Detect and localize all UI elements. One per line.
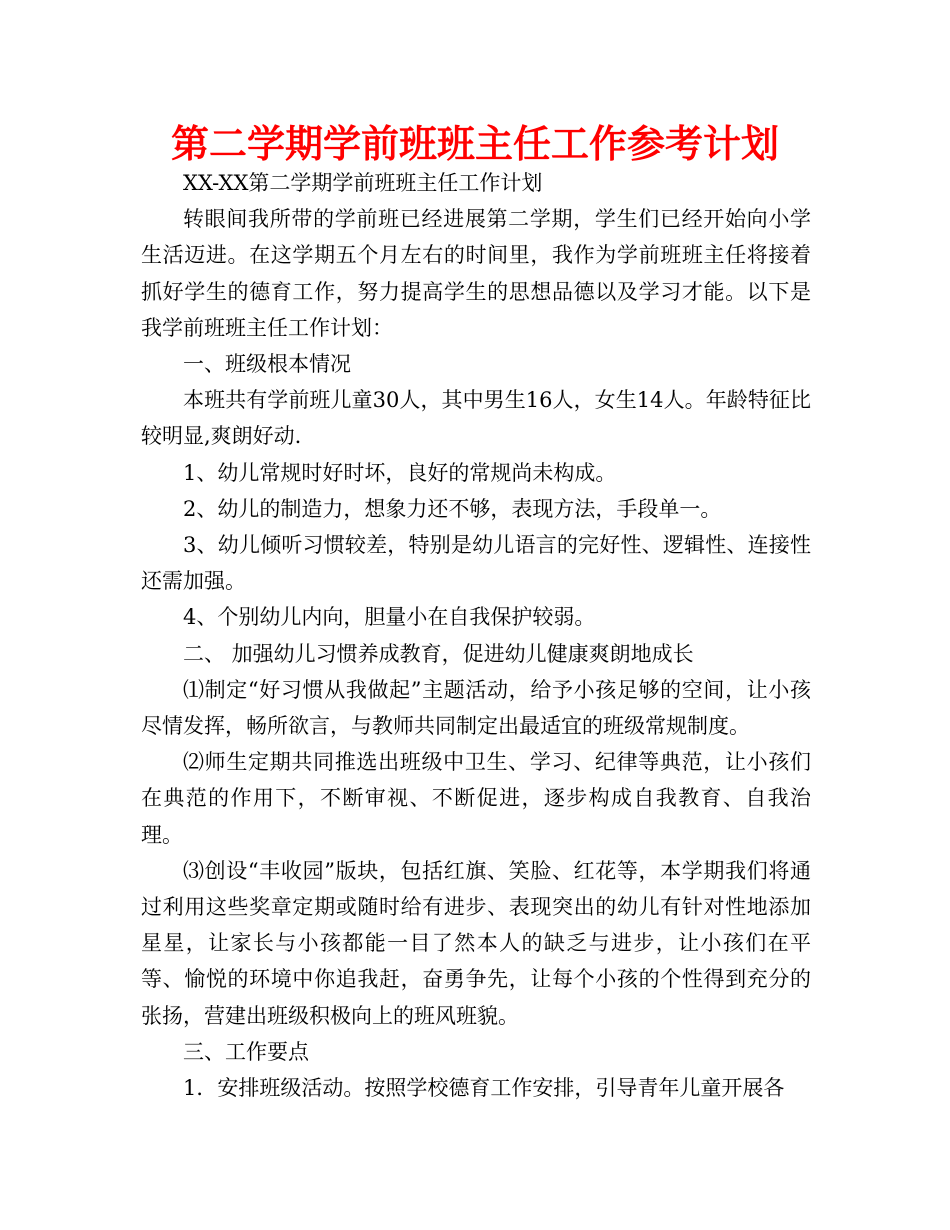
body-paragraph: 二、 加强幼儿习惯养成教育，促进幼儿健康爽朗地成长 bbox=[183, 641, 694, 666]
body-paragraph: 1、幼儿常规时好时坏，良好的常规尚未构成。 bbox=[183, 460, 617, 485]
body-paragraph: ⑵师生定期共同推选出班级中卫生、学习、纪律等典范，让小孩们在典范的作用下，不断审视、不断促进，逐步构成自我教育、自我治理。 bbox=[141, 750, 811, 847]
body-paragraph: 1．安排班级活动。按照学校德育工作安排，引导青年儿童开展各 bbox=[183, 1076, 785, 1101]
body-paragraph: 转眼间我所带的学前班已经进展第二学期，学生们已经开始向小学生活迈进。在这学期五个月左右的时间里，我作为学前班班主任将接着抓好学生的德育工作，努力提高学生的思想品德以及学习才能。以下是我学前班班主任工作计划： bbox=[141, 207, 811, 340]
body-paragraph: ⑶创设“丰收园”版块，包括红旗、笑脸、红花等，本学期我们将通过利用这些奖章定期或随时给有进步、表现突出的幼儿有针对性地添加星星，让家长与小孩都能一目了然本人的缺乏与进步，让小孩们在平等、愉悦的环境中你追我赶，奋勇争先，让每个小孩的个性得到充分的张扬，营建出班级积极向上的班风班貌。 bbox=[141, 858, 811, 1028]
body-paragraph: ⑴制定“好习惯从我做起”主题活动，给予小孩足够的空间，让小孩尽情发挥，畅所欲言，与教师共同制定出最适宜的班级常规制度。 bbox=[141, 677, 811, 739]
body-paragraph: 2、幼儿的制造力，想象力还不够，表现方法，手段单一。 bbox=[183, 496, 722, 521]
body-paragraph: 3、幼儿倾听习惯较差，特别是幼儿语言的完好性、逻辑性、连接性还需加强。 bbox=[141, 533, 811, 594]
body-paragraph: 三、工作要点 bbox=[183, 1039, 309, 1064]
body-paragraph: XX-XX第二学期学前班班主任工作计划 bbox=[183, 171, 543, 195]
document-body bbox=[141, 165, 811, 1106]
body-paragraph: 一、班级根本情况 bbox=[183, 352, 351, 377]
body-paragraph: 本班共有学前班儿童30人，其中男生16人，女生14人。年龄特征比较明显,爽朗好动. bbox=[141, 388, 811, 449]
body-paragraph: 4、个别幼儿内向，胆量小在自我保护较弱。 bbox=[183, 605, 596, 630]
document-title: 第二学期学前班班主任工作参考计划 bbox=[170, 122, 779, 166]
